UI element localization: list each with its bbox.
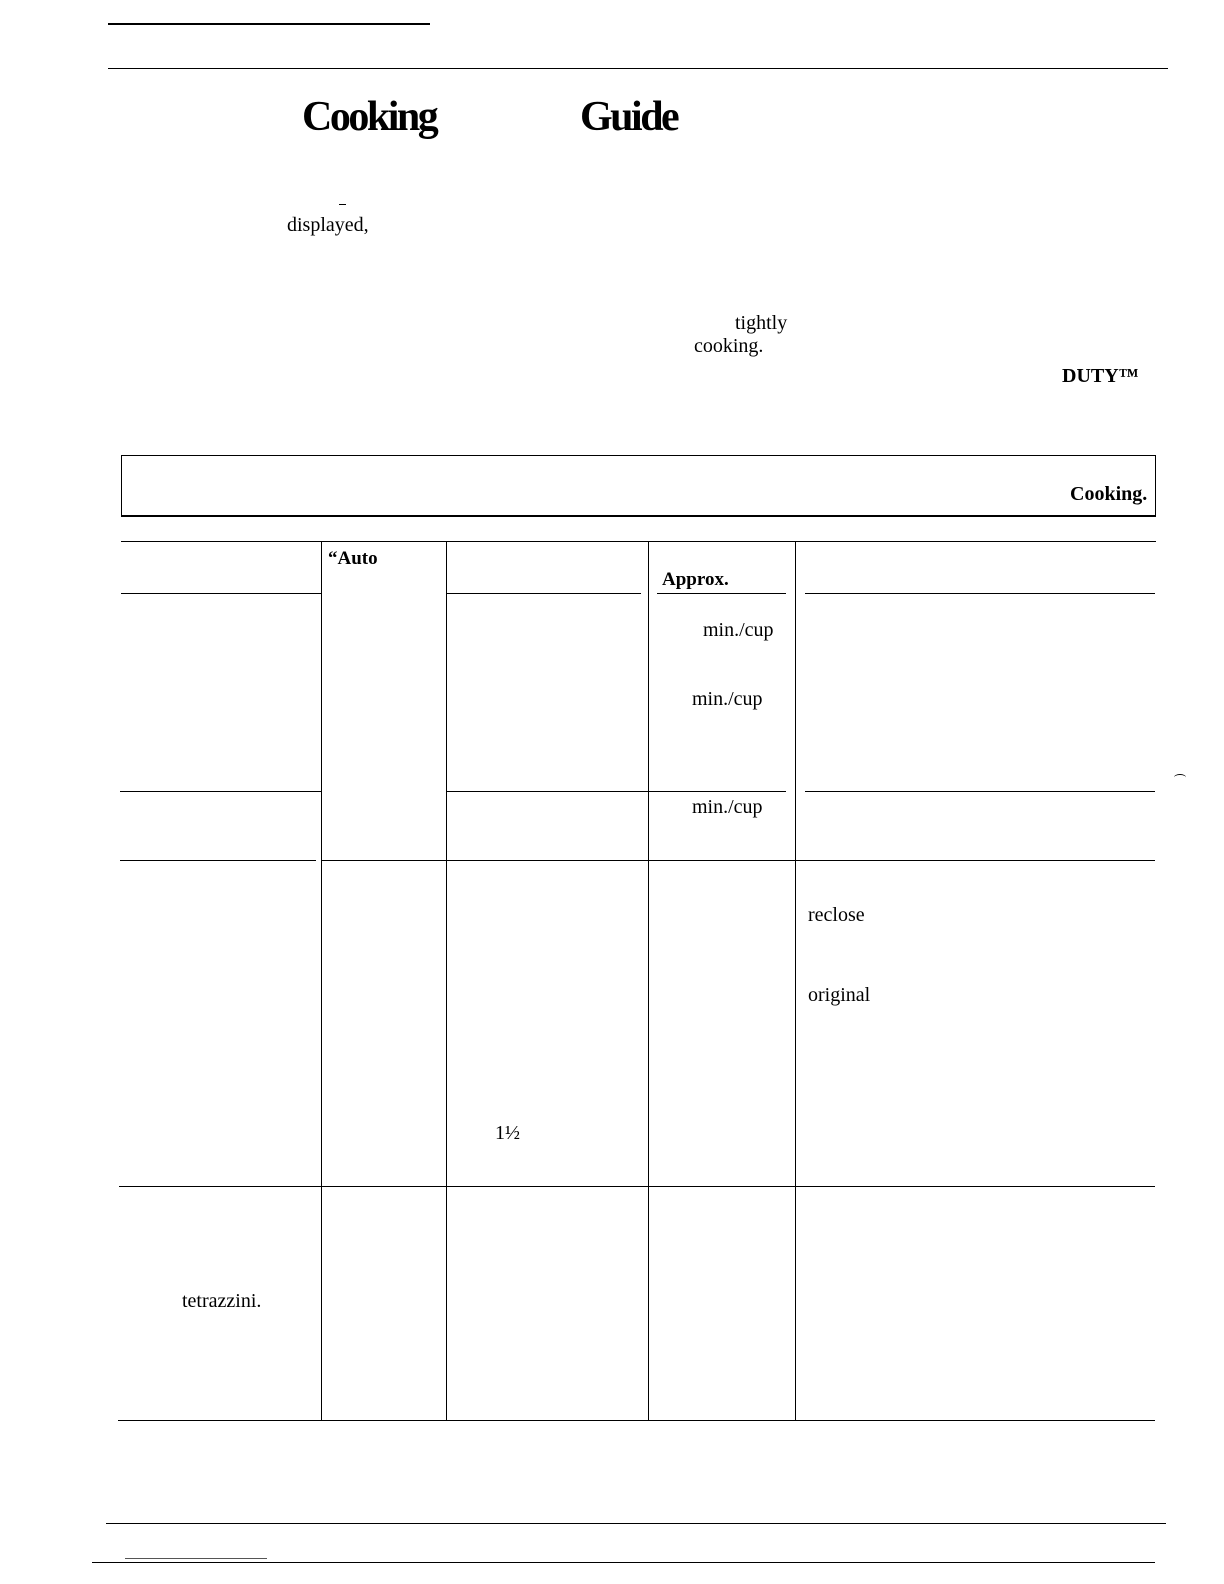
col-divider-4	[795, 541, 796, 1421]
overbar-mark	[339, 204, 346, 205]
intro-cooking: cooking.	[694, 335, 764, 357]
row3-rule	[119, 1186, 1155, 1187]
row1-rule-col1	[120, 791, 321, 792]
header-rule-col4	[657, 593, 786, 594]
top-short-rule	[108, 23, 430, 25]
intro-duty-trademark: DUTY™	[1062, 365, 1139, 387]
page-title-word-2: Guide	[580, 94, 678, 140]
callout-bottom-rule	[121, 515, 1156, 517]
section4-food: tetrazzini.	[182, 1290, 262, 1312]
header-auto: “Auto	[328, 548, 378, 569]
section3-amount: 1½	[495, 1122, 520, 1144]
col-divider-2	[446, 541, 447, 1421]
footer-bottom-rule	[92, 1562, 1155, 1563]
section2-time: min./cup	[692, 796, 763, 818]
header-approx: Approx.	[662, 569, 729, 590]
row2-rule-col1	[120, 860, 316, 861]
top-full-rule	[108, 68, 1168, 69]
row1-rule-col5	[805, 791, 1155, 792]
callout-left-rule	[121, 455, 122, 516]
intro-tightly: tightly	[735, 312, 788, 334]
section3-note-original: original	[808, 984, 871, 1006]
section1-time-2: min./cup	[692, 688, 763, 710]
callout-top-rule	[121, 455, 1156, 456]
header-rule-col1	[121, 593, 321, 594]
intro-displayed: displayed,	[287, 214, 369, 236]
table-bottom-rule	[118, 1420, 1155, 1421]
margin-mark	[1174, 774, 1186, 781]
header-rule-col3	[447, 593, 641, 594]
col-divider-1	[321, 541, 322, 1421]
table-top-rule	[121, 541, 1156, 542]
footer-rule	[106, 1523, 1166, 1524]
section1-time-1: min./cup	[703, 619, 774, 641]
section3-note-reclose: reclose	[808, 904, 865, 926]
header-rule-col5	[805, 593, 1155, 594]
footer-short-rule	[125, 1558, 267, 1559]
row1-rule-col3	[447, 791, 786, 792]
col-divider-3	[648, 541, 649, 1421]
callout-right-rule	[1155, 455, 1156, 516]
page-title-word-1: Cooking	[302, 94, 437, 140]
callout-cooking: Cooking.	[1070, 483, 1148, 505]
